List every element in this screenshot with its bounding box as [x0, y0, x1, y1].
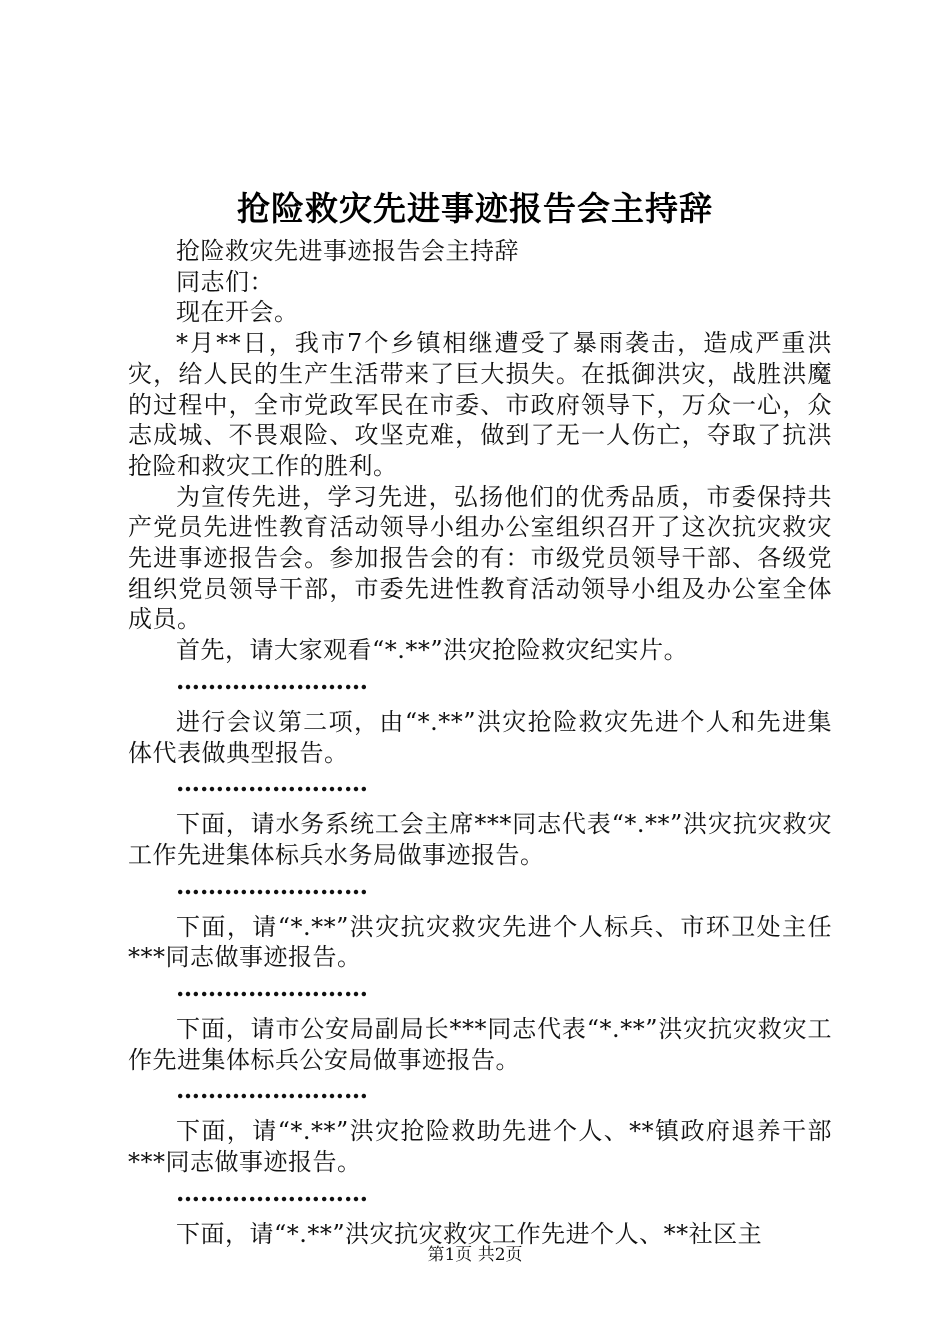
ellipsis-separator: …………………… — [176, 870, 368, 900]
paragraph-report-sanitation: 下面，请“*.**”洪灾抗灾救灾先进个人标兵、市环卫处主任***同志做事迹报告。 — [128, 912, 832, 972]
page-footer: 第1页 共2页 — [427, 1245, 523, 1265]
paragraph-report-water: 下面，请水务系统工会主席***同志代表“*.**”洪灾抗灾救灾工作先进集体标兵水务局做事迹报告。 — [128, 810, 832, 869]
paragraph-second-item: 进行会议第二项，由“*.**”洪灾抢险救灾先进个人和先进集体代表做典型报告。 — [128, 707, 832, 767]
paragraph-opening: 现在开会。 — [176, 298, 299, 327]
ellipsis-separator: …………………… — [176, 1075, 368, 1105]
paragraph-report-town: 下面，请“*.**”洪灾抢险救助先进个人、**镇政府退养干部***同志做事迹报告。 — [128, 1117, 832, 1177]
document-body — [128, 236, 832, 1250]
paragraph-report-police: 下面，请市公安局副局长***同志代表“*.**”洪灾抗灾救灾工作先进集体标兵公安局做事迹报告。 — [128, 1015, 832, 1074]
ellipsis-separator: …………………… — [176, 768, 368, 798]
paragraph-first-item: 首先，请大家观看“*.**”洪灾抢险救灾纪实片。 — [176, 636, 689, 665]
paragraph-report-community: 下面，请“*.**”洪灾抗灾救灾工作先进个人、**社区主 — [176, 1219, 763, 1248]
document-title: 抢险救灾先进事迹报告会主持辞 — [237, 189, 713, 228]
ellipsis-separator: …………………… — [176, 1177, 368, 1207]
ellipsis-separator: …………………… — [176, 665, 368, 695]
paragraph-purpose: 为宣传先进，学习先进，弘扬他们的优秀品质，市委保持共产党员先进性教育活动领导小组办公室组织召开了这次抗灾救灾先进事迹报告会。参加报告会的有：市级党员领导干部、各级党组织党员领导干部，市委先进性教育活动领导小组及办公室全体成员。 — [128, 482, 832, 634]
paragraph-heading: 抢险救灾先进事迹报告会主持辞 — [176, 237, 519, 265]
paragraph-salutation: 同志们： — [176, 267, 274, 296]
paragraph-background: *月**日，我市7个乡镇相继遭受了暴雨袭击，造成严重洪灾，给人民的生产生活带来了巨大损失。在抵御洪灾，战胜洪魔的过程中，全市党政军民在市委、市政府领导下，万众一心，众志成城、不畏艰险、攻坚克难，做到了无一人伤亡，夺取了抗洪抢险和救灾工作的胜利。 — [128, 329, 832, 480]
ellipsis-separator: …………………… — [176, 973, 368, 1003]
